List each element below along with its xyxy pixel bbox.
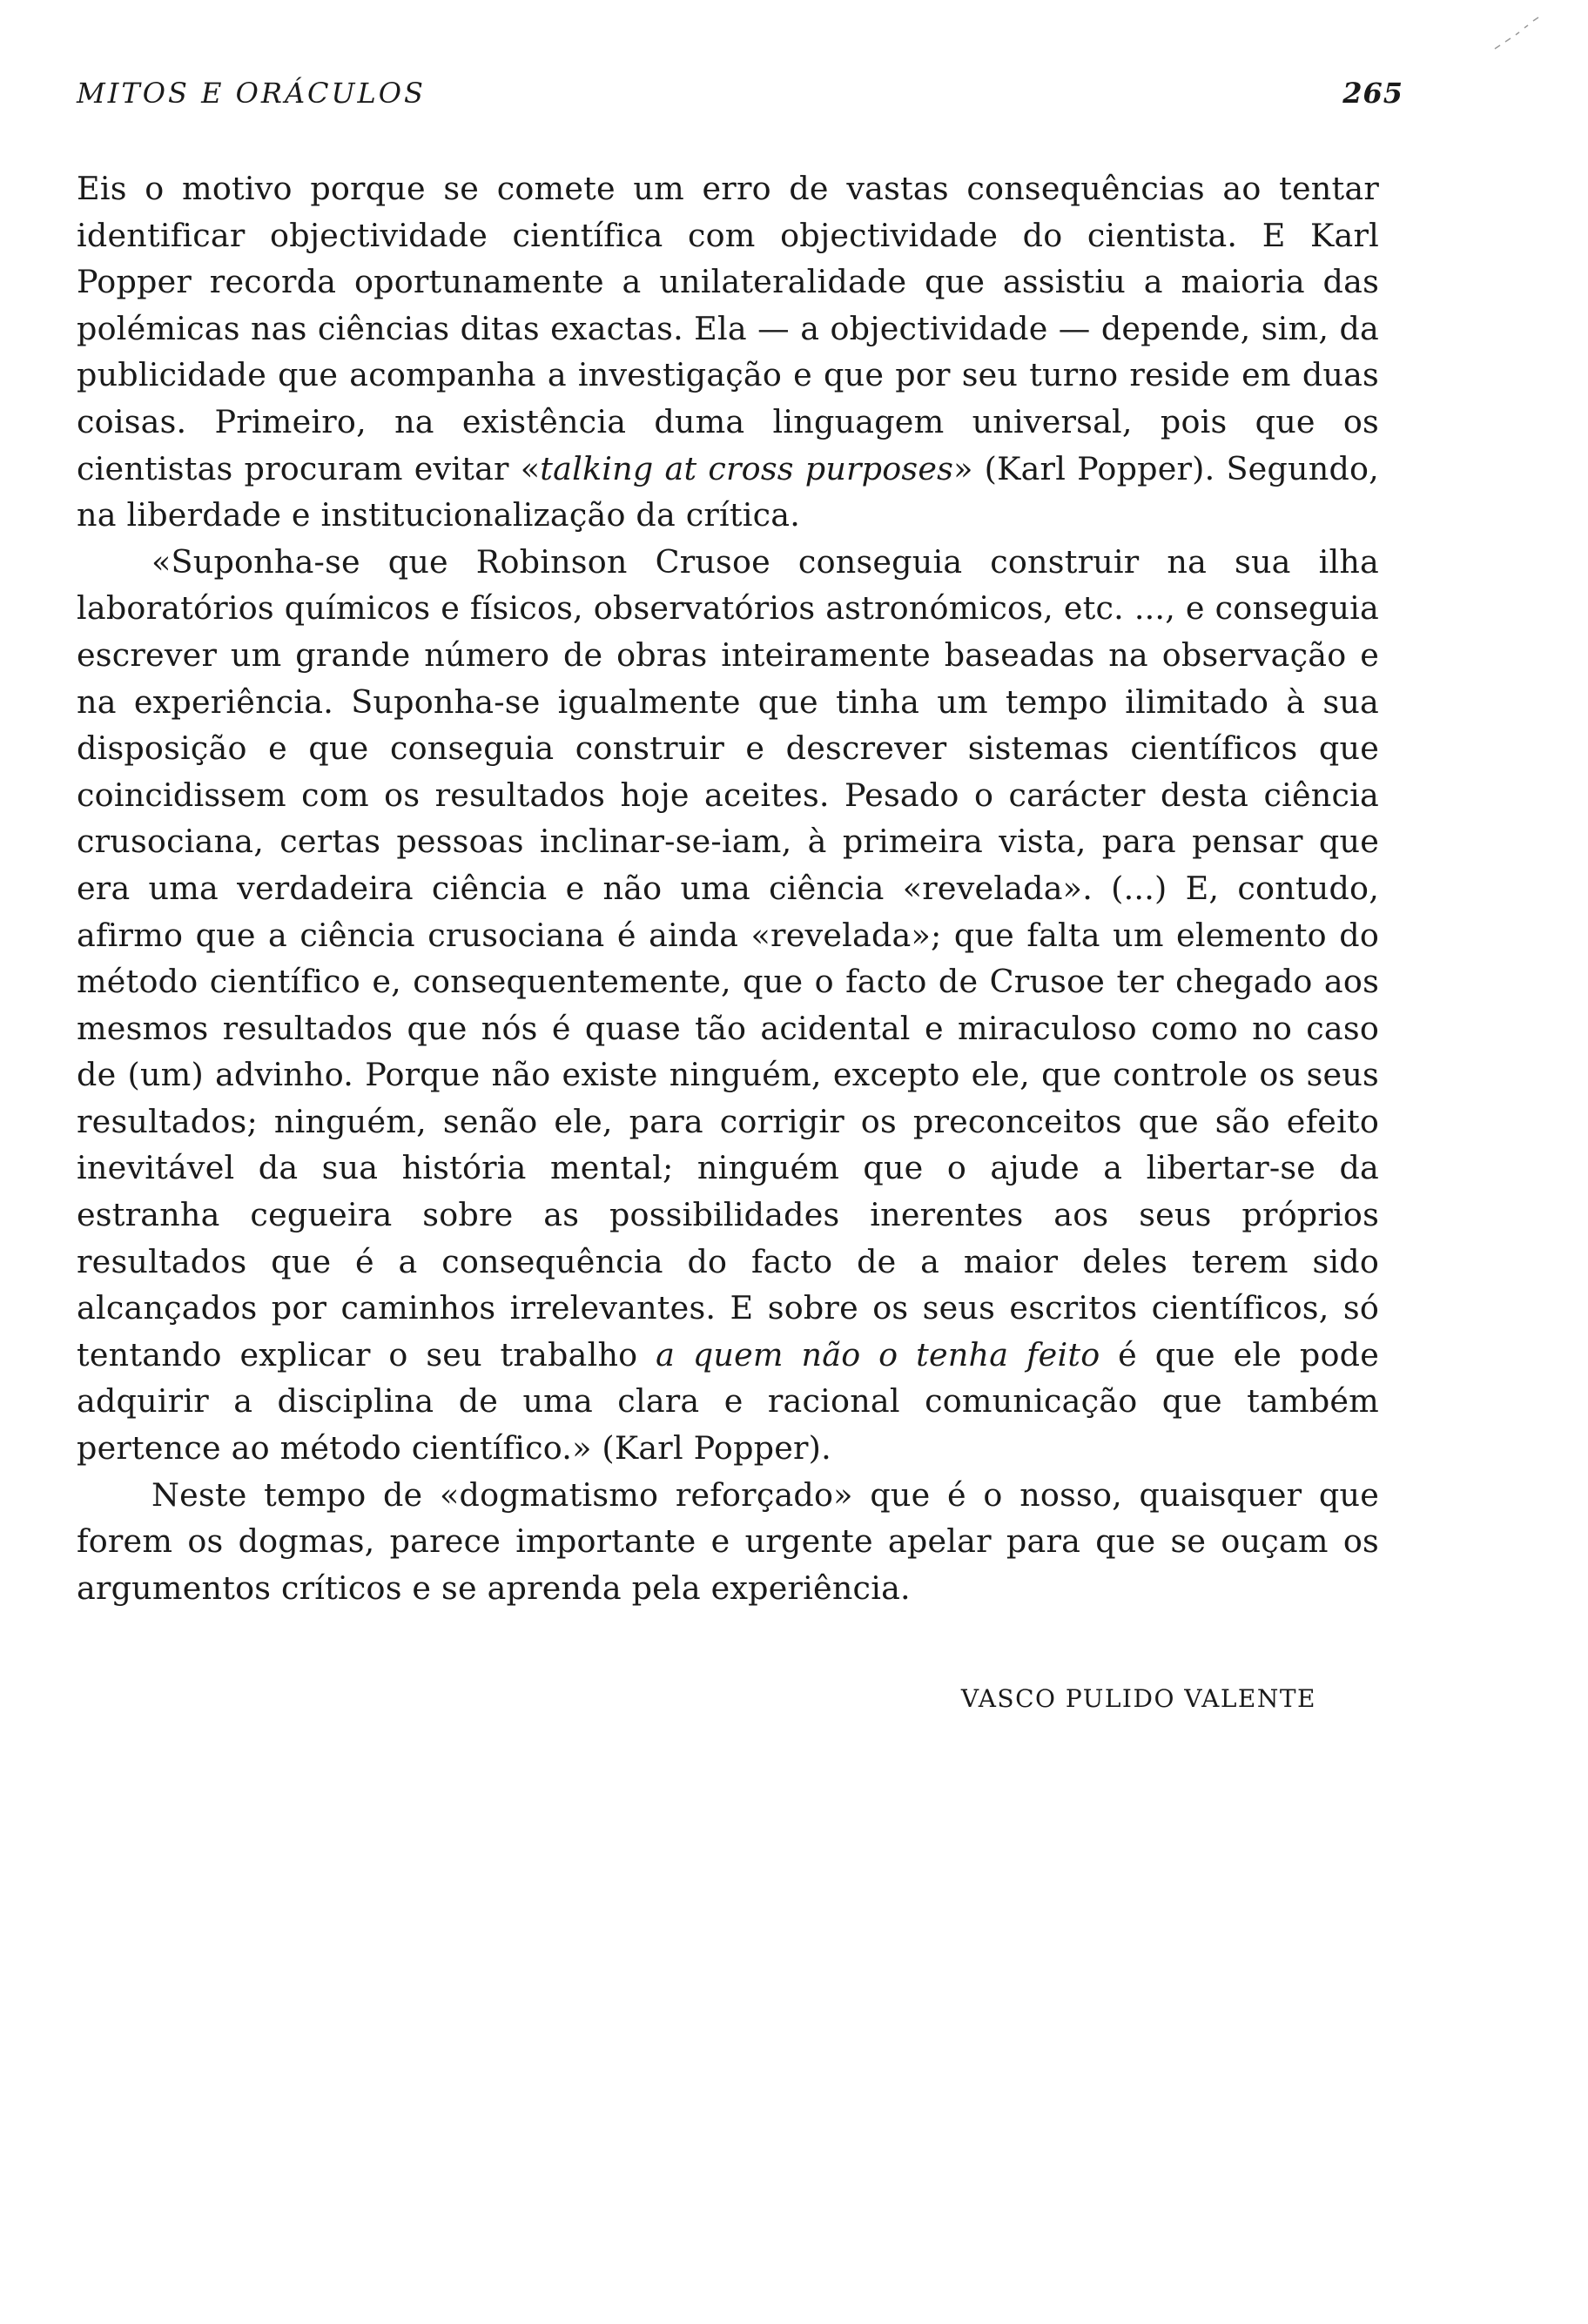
paragraph-1: [77, 165, 1379, 539]
paragraph-1-italic: talking at cross purposes: [540, 449, 954, 487]
paragraph-2-quote: [77, 539, 1379, 1472]
page-number: 265: [1342, 77, 1403, 110]
paragraph-1-text-a: Eis o motivo porque se comete um erro de vastas consequências ao tentar identificar objectividade científica com objectividade do cientista. E Karl Popper recorda oportunamente a unilateralidade que assistiu a maioria das polémicas nas ciências ditas exactas. Ela — a objectividade — depende, sim, da publicidade que acompanha a investigação e que por seu turno reside em duas coisas. Primeiro, na existência duma linguagem universal, pois que os cientistas procuram evitar «: [77, 170, 1379, 487]
paragraph-2-text-a: «Suponha-se que Robinson Crusoe conseguia construir na sua ilha laboratórios químicos e físicos, observatórios astronómicos, etc. ..., e conseguia escrever um grande número de obras inteiramente baseadas na observação e na experiência. Suponha-se igualmente que tinha um tempo ilimitado à sua disposição e que conseguia construir e descrever sistemas científicos que coincidissem com os resultados hoje aceites. Pesado o carácter desta ciência crusociana, certas pessoas inclinar-se-iam, à primeira vista, para pensar que era uma verdadeira ciência e não uma ciência «revelada». (...) E, contudo, afirmo que a ciência crusociana é ainda «revelada»; que falta um elemento do método científico e, consequentemente, que o facto de Crusoe ter chegado aos mesmos resultados que nós é quase tão acidental e miraculoso como no caso de (um) advinho. Porque não existe ninguém, excepto ele, que controle os seus resultados; ninguém, senão ele, para corrigir os preconceitos que são efeito inevitável da sua história mental; ninguém que o ajude a libertar-se da estranha cegueira sobre as possibilidades inerentes aos seus próprios resultados que é a consequência do facto de a maior deles terem sido alcançados por caminhos irrelevantes. E sobre os seus escritos científicos, só tentando explicar o seu trabalho: [77, 542, 1379, 1374]
paragraph-2-italic: a quem não o tenha feito: [656, 1335, 1100, 1374]
paragraph-2-text-b: é que ele pode adquirir a disciplina de uma clara e racional comunicação que também pertence ao método científico.» (Karl Popper).: [77, 1335, 1379, 1468]
body-text: [77, 165, 1379, 1611]
paragraph-1-text-b: » (Karl Popper). Segundo, na liberdade e institucionalização da crítica.: [77, 449, 1379, 534]
running-title: MITOS E ORÁCULOS: [77, 77, 426, 110]
running-header: [77, 77, 1403, 115]
scan-speck-mark: [1493, 16, 1545, 50]
paragraph-3: Neste tempo de «dogmatismo reforçado» que é o nosso, quaisquer que forem os dogmas, parece importante e urgente apelar para que se ouçam os argumentos críticos e se aprenda pela experiência.: [77, 1475, 1379, 1607]
author-signature: VASCO PULIDO VALENTE: [960, 1684, 1316, 1713]
